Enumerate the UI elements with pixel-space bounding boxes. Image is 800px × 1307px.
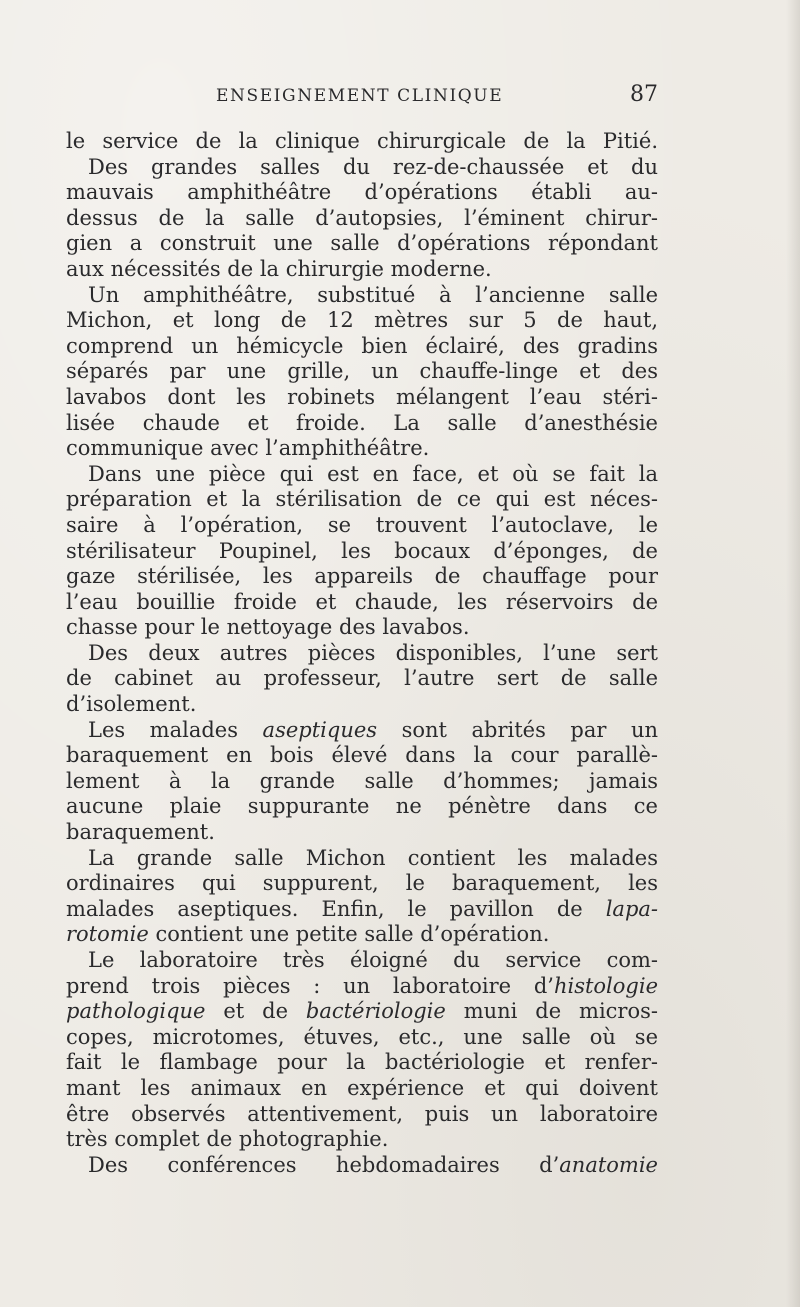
text-line bbox=[66, 820, 658, 846]
text-line bbox=[66, 948, 658, 974]
text-line bbox=[66, 692, 658, 718]
text-line bbox=[66, 385, 658, 411]
text-segment: être observés attentivement, puis un laboratoire bbox=[66, 1101, 658, 1126]
text-segment: stérilisateur Poupinel, les bocaux d’éponges, de bbox=[66, 538, 658, 563]
text-segment: séparés par une grille, un chauffe-linge et des bbox=[66, 359, 658, 384]
text-line bbox=[66, 897, 658, 923]
text-segment: prend trois pièces : un laboratoire d’ bbox=[66, 973, 554, 998]
text-segment: communique avec l’amphithéâtre. bbox=[66, 436, 430, 461]
text-segment: copes, microtomes, étuves, etc., une salle où se bbox=[66, 1024, 658, 1049]
text-line bbox=[66, 769, 658, 795]
text-segment: ordinaires qui suppurent, le baraquement, les bbox=[66, 871, 658, 896]
text-segment: sont abrités par un bbox=[377, 717, 658, 742]
text-line bbox=[66, 871, 658, 897]
text-line bbox=[66, 231, 658, 257]
text-segment: le service de la clinique chirurgicale de la Pitié. bbox=[66, 129, 658, 153]
text-line bbox=[66, 564, 658, 590]
text-line bbox=[66, 513, 658, 539]
text-segment: très complet de photographie. bbox=[66, 1127, 389, 1152]
text-segment: malades aseptiques. Enfin, le pavillon de bbox=[66, 896, 606, 921]
text-segment: muni de micros- bbox=[445, 999, 658, 1024]
italic-term: anatomie bbox=[559, 1152, 658, 1177]
text-line bbox=[66, 206, 658, 232]
text-segment: mauvais amphithéâtre d’opérations établi au- bbox=[66, 180, 658, 205]
text-line bbox=[66, 1153, 658, 1179]
text-segment: saire à l’opération, se trouvent l’autoclave, le bbox=[66, 512, 658, 537]
text-segment: Des deux autres pièces disponibles, l’une sert bbox=[88, 640, 658, 665]
text-line bbox=[66, 922, 658, 948]
text-segment: lement à la grande salle d’hommes; jamais bbox=[66, 768, 658, 793]
text-line bbox=[66, 539, 658, 565]
body-text bbox=[66, 129, 658, 1178]
text-line bbox=[66, 718, 658, 744]
text-line bbox=[66, 1076, 658, 1102]
page-number: 87 bbox=[630, 82, 658, 107]
text-segment: Des conférences hebdomadaires d’ bbox=[88, 1152, 560, 1177]
italic-term: aseptiques bbox=[262, 717, 378, 742]
text-line bbox=[66, 436, 658, 462]
text-segment: fait le flambage pour la bactériologie et renfer- bbox=[66, 1050, 658, 1075]
text-segment: préparation et la stérilisation de ce qui est néces- bbox=[66, 487, 658, 512]
text-line bbox=[66, 308, 658, 334]
text-line bbox=[66, 283, 658, 309]
text-segment: Des grandes salles du rez-de-chaussée et du bbox=[88, 154, 658, 179]
text-segment: l’eau bouillie froide et chaude, les réservoirs de bbox=[66, 589, 658, 614]
text-segment: de cabinet au professeur, l’autre sert de salle bbox=[66, 666, 658, 691]
text-line bbox=[66, 999, 658, 1025]
text-segment: gien a construit une salle d’opérations répondant bbox=[66, 231, 658, 256]
text-line bbox=[66, 462, 658, 488]
text-segment: chasse pour le nettoyage des lavabos. bbox=[66, 615, 470, 640]
text-line bbox=[66, 334, 658, 360]
text-segment: dessus de la salle d’autopsies, l’éminent chirur- bbox=[66, 205, 658, 230]
text-segment: aucune plaie suppurante ne pénètre dans ce bbox=[66, 794, 658, 819]
running-title: ENSEIGNEMENT CLINIQUE bbox=[216, 86, 504, 106]
text-line bbox=[66, 359, 658, 385]
text-segment: mant les animaux en expérience et qui doivent bbox=[66, 1075, 658, 1100]
text-segment: comprend un hémicycle bien éclairé, des gradins bbox=[66, 333, 658, 358]
text-segment: Les malades bbox=[88, 717, 263, 742]
text-segment: Michon, et long de 12 mètres sur 5 de haut, bbox=[66, 308, 658, 333]
text-segment: lisée chaude et froide. La salle d’anesthésie bbox=[66, 410, 658, 435]
text-segment: baraquement en bois élevé dans la cour parallè- bbox=[66, 743, 658, 768]
text-segment: Un amphithéâtre, substitué à l’ancienne salle bbox=[88, 282, 658, 307]
text-line bbox=[66, 743, 658, 769]
italic-term: histologie bbox=[553, 973, 658, 998]
text-line bbox=[66, 641, 658, 667]
text-segment: Dans une pièce qui est en face, et où se fait la bbox=[88, 461, 658, 486]
running-head bbox=[66, 82, 658, 112]
text-segment: aux nécessités de la chirurgie moderne. bbox=[66, 256, 492, 281]
text-segment: Le laboratoire très éloigné du service com- bbox=[88, 948, 658, 972]
text-line bbox=[66, 666, 658, 692]
text-line bbox=[66, 1102, 658, 1128]
text-segment: lavabos dont les robinets mélangent l’eau stéri- bbox=[66, 384, 658, 409]
text-segment: La grande salle Michon contient les malades bbox=[88, 845, 658, 870]
text-segment: d’isolement. bbox=[66, 692, 197, 717]
page-edge-shadow bbox=[786, 0, 800, 1307]
text-line bbox=[66, 846, 658, 872]
text-line bbox=[66, 155, 658, 181]
text-line bbox=[66, 1025, 658, 1051]
text-segment: contient une petite salle d’opération. bbox=[148, 922, 550, 947]
text-line bbox=[66, 974, 658, 1000]
text-line bbox=[66, 794, 658, 820]
text-line bbox=[66, 180, 658, 206]
text-line bbox=[66, 1127, 658, 1153]
text-line bbox=[66, 257, 658, 283]
italic-term: bactériologie bbox=[305, 999, 446, 1024]
text-segment: gaze stérilisée, les appareils de chauffage pour bbox=[66, 564, 658, 589]
text-line bbox=[66, 590, 658, 616]
italic-term: pathologique bbox=[66, 999, 206, 1024]
italic-term: rotomie bbox=[66, 922, 149, 947]
text-line bbox=[66, 411, 658, 437]
text-line bbox=[66, 1050, 658, 1076]
text-line bbox=[66, 487, 658, 513]
text-segment: baraquement. bbox=[66, 820, 215, 845]
italic-term: lapa- bbox=[605, 896, 658, 921]
text-segment: et de bbox=[205, 999, 306, 1024]
text-line bbox=[66, 129, 658, 155]
text-line bbox=[66, 615, 658, 641]
